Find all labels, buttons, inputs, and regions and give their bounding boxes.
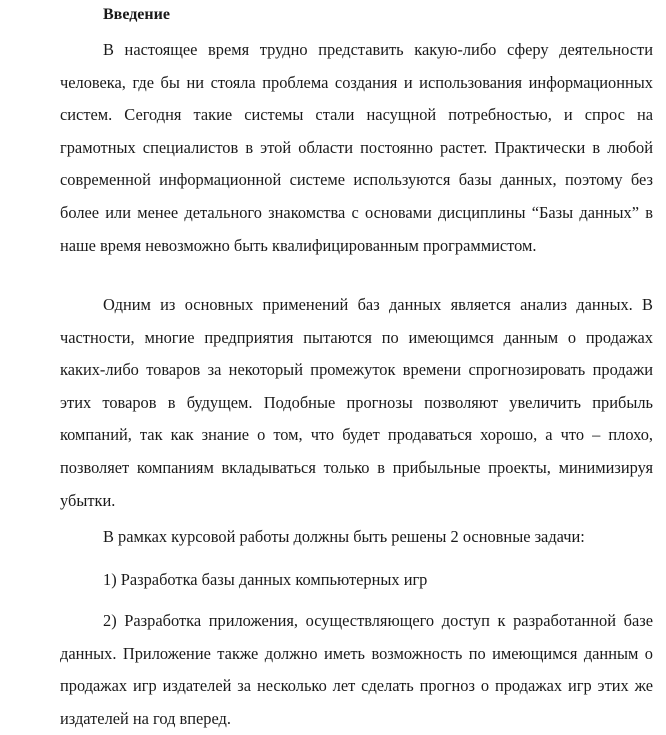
section-heading: Введение	[103, 6, 170, 23]
task-1-paragraph: 1) Разработка базы данных компьютерных игр	[103, 570, 428, 589]
data-analysis-paragraph: Одним из основных применений баз данных является анализ данных. В частности, многие предприятия пытаются по имеющимся данным о продажах каких-либо товаров за некоторый промежуток времени спрогнозировать продажи этих товаров в будущем. Подобные прогнозы позволяют увеличить прибыль компаний, так как знание о том, что будет продаваться хорошо, а что – плохо, позволяет компаниям вкладываться только в прибыльные проекты, минимизируя убытки.	[60, 295, 653, 510]
tasks-intro-paragraph: В рамках курсовой работы должны быть решены 2 основные задачи:	[103, 527, 585, 546]
task-2-paragraph: 2) Разработка приложения, осуществляющего доступ к разработанной базе данных. Приложение также должно иметь возможность по имеющимся данным о продажах игр издателей за несколько лет сделать прогноз о продажах игр этих же издателей на год вперед.	[60, 611, 653, 728]
intro-paragraph: В настоящее время трудно представить какую-либо сферу деятельности человека, где бы ни стояла проблема создания и использования информационных систем. Сегодня такие системы стали насущной потребностью, и спрос на грамотных специалистов в этой области постоянно растет. Практически в любой современной информационной системе используются базы данных, поэтому без более или менее детального знакомства с основами дисциплины “Базы данных” в наше время невозможно быть квалифицированным программистом.	[60, 40, 653, 255]
